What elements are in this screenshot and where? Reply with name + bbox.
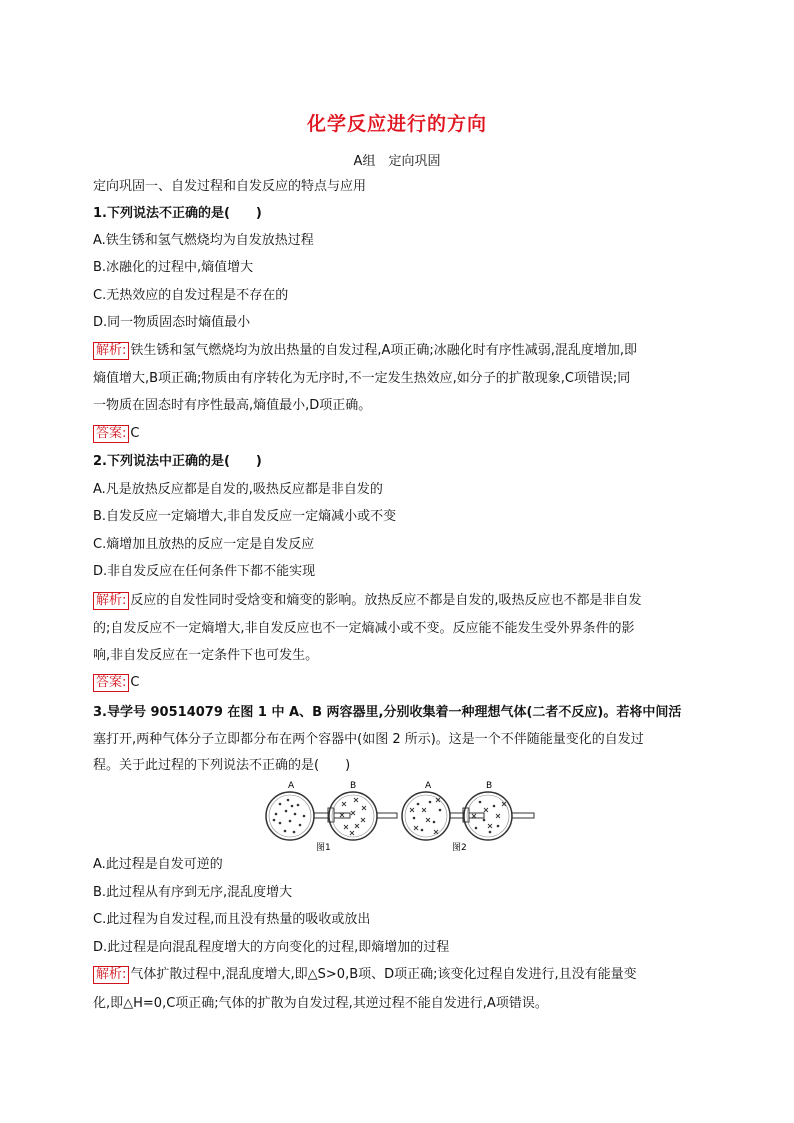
q3-stem-line-1: 3.导学号 90514079 在图 1 中 A、B 两容器里,分别收集着一种理想气体(二者不反应)。若将中间活 [93, 705, 682, 720]
q2-option-b: B.自发反应一定熵增大,非自发反应一定熵减小或不变 [93, 509, 397, 524]
vessel-b-fig1 [329, 792, 377, 840]
answer-tag: 答案: [93, 425, 129, 443]
mixed-crosses [410, 798, 506, 834]
figure-1 [266, 781, 397, 852]
q2-option-c: C.熵增加且放热的反应一定是自发反应 [93, 537, 315, 552]
q3-analysis-line-2: 化,即△H=0,C项正确;气体的扩散为自发过程,其逆过程不能自发进行,A项错误。 [93, 996, 548, 1011]
page-title: 化学反应进行的方向 [306, 113, 487, 135]
answer-tag: 答案: [93, 674, 129, 692]
q2-answer: 答案: C [93, 674, 139, 692]
q2-analysis-line-3: 响,非自发反应在一定条件下也可发生。 [93, 648, 319, 663]
q3-option-a: A.此过程是自发可逆的 [93, 857, 223, 872]
q3-option-d: D.此过程是向混乱程度增大的方向变化的过程,即熵增加的过程 [93, 940, 450, 955]
gas-diffusion-figure [258, 780, 536, 852]
svg-text:B: B [350, 781, 357, 791]
vessel-b-fig2 [464, 792, 512, 840]
figure-2 [402, 781, 534, 852]
q1-option-d: D.同一物质固态时熵值最小 [93, 315, 251, 330]
group-heading: A组 定向巩固 [353, 154, 441, 169]
q2-stem: 2.下列说法中正确的是( ) [93, 454, 262, 469]
vessel-a-label: A [288, 781, 295, 791]
analysis-tag: 解析: [93, 966, 129, 984]
q2-option-d: D.非自发反应在任何条件下都不能实现 [93, 564, 316, 579]
q1-option-a: A.铁生锈和氢气燃烧均为自发放热过程 [93, 233, 314, 248]
vessel-a-fig2 [402, 792, 450, 840]
q2-option-a: A.凡是放热反应都是自发的,吸热反应都是非自发的 [93, 482, 383, 497]
q1-option-c: C.无热效应的自发过程是不存在的 [93, 288, 289, 303]
q3-analysis-line-1: 解析: 气体扩散过程中,混乱度增大,即△S>0,B项、D项正确;该变化过程自发进行,且没有能量变 [93, 966, 637, 984]
mixed-dots [413, 801, 500, 834]
gas-a-dots [273, 799, 306, 834]
q2-analysis-line-1: 解析: 反应的自发性同时受焓变和熵变的影响。放热反应不都是自发的,吸热反应也不都是非自发 [93, 592, 642, 610]
analysis-tag: 解析: [93, 342, 129, 360]
q3-option-b: B.此过程从有序到无序,混乱度增大 [93, 885, 293, 900]
vessel-a-fig1 [266, 792, 314, 840]
q3-stem-line-2: 塞打开,两种气体分子立即都分布在两个容器中(如图 2 所示)。这是一个不伴随能量变化的自发过 [93, 732, 644, 747]
svg-text:B: B [486, 781, 493, 791]
q1-analysis-line-3: 一物质在固态时有序性最高,熵值最小,D项正确。 [93, 398, 372, 413]
section-heading: 定向巩固一、自发过程和自发反应的特点与应用 [93, 179, 367, 194]
q1-analysis-line-1: 解析: 铁生锈和氢气燃烧均为放出热量的自发过程,A项正确;冰融化时有序性减弱,混乱度增加,即 [93, 342, 637, 360]
svg-text:A: A [425, 781, 432, 791]
figure-1-label: 图1 [316, 843, 331, 852]
gas-b-crosses [340, 798, 366, 835]
q1-answer: 答案: C [93, 425, 139, 443]
analysis-tag: 解析: [93, 592, 129, 610]
q3-stem-line-3: 程。关于此过程的下列说法不正确的是( ) [93, 758, 351, 773]
q2-analysis-line-2: 的;自发反应不一定熵增大,非自发反应也不一定熵减小或不变。反应能不能发生受外界条件的影 [93, 621, 635, 636]
q3-option-c: C.此过程为自发过程,而且没有热量的吸收或放出 [93, 912, 371, 927]
q1-stem: 1.下列说法不正确的是( ) [93, 206, 262, 221]
q1-analysis-line-2: 熵值增大,B项正确;物质由有序转化为无序时,不一定发生热效应,如分子的扩散现象,C项错误;同 [93, 371, 631, 386]
q1-option-b: B.冰融化的过程中,熵值增大 [93, 260, 254, 275]
figure-2-label: 图2 [452, 843, 467, 852]
